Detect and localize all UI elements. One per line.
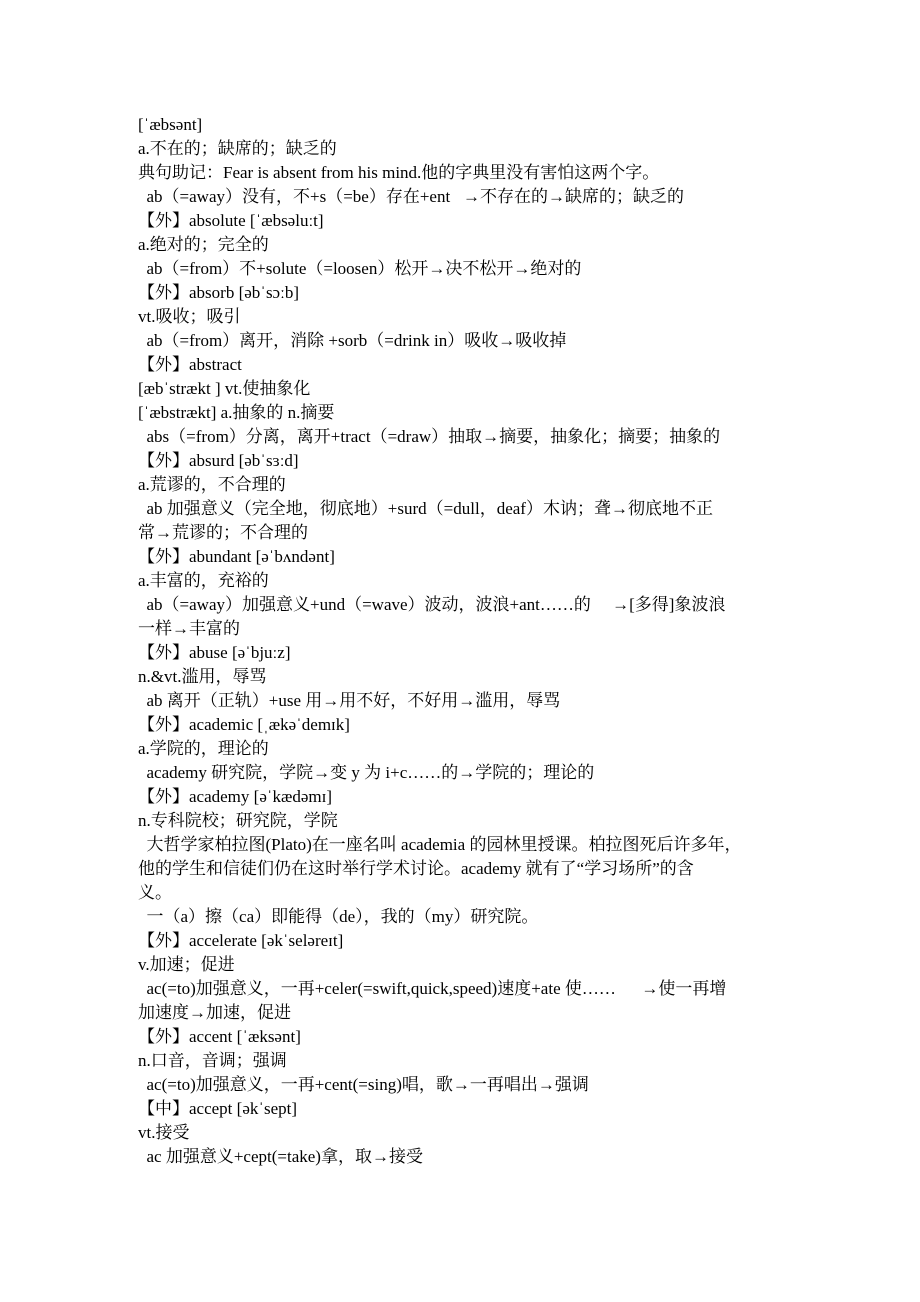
etymology-absorb: ab（=from）离开，消除 +sorb（=drink in）吸收→吸收掉 xyxy=(138,331,567,350)
definition-absurd: a.荒谬的，不合理的 xyxy=(138,475,286,494)
entry-headword-accept: 【中】accept [əkˈsept] xyxy=(138,1099,298,1118)
etymology-abundant: ab（=away）加强意义+und（=wave）波动，波浪+ant……的 →[多得]象波浪 xyxy=(138,595,726,614)
entry-headword-accent: 【外】accent [ˈæksənt] xyxy=(138,1027,301,1046)
etymology-accelerate-cont: 加速度→加速，促进 xyxy=(138,1003,291,1022)
mnemonic-academy: 一（a）擦（ca）即能得（de），我的（my）研究院。 xyxy=(138,907,539,926)
story-academy-end: 义。 xyxy=(138,883,172,902)
entry-headword-absolute: 【外】absolute [ˈæbsəluːt] xyxy=(138,211,324,230)
document-page xyxy=(138,113,788,1169)
definition-abuse: n.&vt.滥用，辱骂 xyxy=(138,667,267,686)
story-academy-cont: 他的学生和信徒们仍在这时举行学术讨论。academy 就有了“学习场所”的含 xyxy=(138,859,694,878)
etymology-accent: ac(=to)加强意义，一再+cent(=sing)唱，歌→一再唱出→强调 xyxy=(138,1075,589,1094)
etymology-absurd-cont: 常→荒谬的；不合理的 xyxy=(138,523,308,542)
entry-headword-abuse: 【外】abuse [əˈbjuːz] xyxy=(138,643,291,662)
entry-headword-accelerate: 【外】accelerate [əkˈseləreɪt] xyxy=(138,931,344,950)
definition-academic: a.学院的，理论的 xyxy=(138,739,269,758)
entry-headword-abundant: 【外】abundant [əˈbʌndənt] xyxy=(138,547,335,566)
etymology-abstract: abs（=from）分离，离开+tract（=draw）抽取→摘要，抽象化；摘要；抽象的 xyxy=(138,427,721,446)
etymology-accept: ac 加强意义+cept(=take)拿，取→接受 xyxy=(138,1147,423,1166)
entry-headword-absurd: 【外】absurd [əbˈsɜːd] xyxy=(138,451,299,470)
definition-abstract-verb: [æbˈstrækt ] vt.使抽象化 xyxy=(138,379,311,398)
etymology-abuse: ab 离开（正轨）+use 用→用不好，不好用→滥用，辱骂 xyxy=(138,691,561,710)
entry-headword-absorb: 【外】absorb [əbˈsɔːb] xyxy=(138,283,299,302)
etymology-accelerate: ac(=to)加强意义，一再+celer(=swift,quick,speed)速度+ate 使…… →使一再增 xyxy=(138,979,727,998)
etymology-absolute: ab（=from）不+solute（=loosen）松开→决不松开→绝对的 xyxy=(138,259,582,278)
definition-academy: n.专科院校；研究院，学院 xyxy=(138,811,338,830)
definition-absolute: a.绝对的；完全的 xyxy=(138,235,269,254)
etymology-abundant-cont: 一样→丰富的 xyxy=(138,619,240,638)
story-academy: 大哲学家柏拉图(Plato)在一座名叫 academia 的园林里授课。柏拉图死后许多年， xyxy=(138,835,742,854)
definition-accelerate: v.加速；促进 xyxy=(138,955,235,974)
etymology-absurd: ab 加强意义（完全地，彻底地）+surd（=dull，deaf）木讷；聋→彻底地不正 xyxy=(138,499,713,518)
entry-headword-academy: 【外】academy [əˈkædəmɪ] xyxy=(138,787,333,806)
etymology-absent: ab（=away）没有，不+s（=be）存在+ent →不存在的→缺席的；缺乏的 xyxy=(138,187,684,206)
definition-accent: n.口音，音调；强调 xyxy=(138,1051,287,1070)
entry-headword-academic: 【外】academic [ˌækəˈdemɪk] xyxy=(138,715,350,734)
definition-absent: a.不在的；缺席的；缺乏的 xyxy=(138,139,337,158)
example-sentence-absent: 典句助记：Fear is absent from his mind.他的字典里没有害怕这两个字。 xyxy=(138,163,660,182)
etymology-academic: academy 研究院，学院→变 y 为 i+c……的→学院的；理论的 xyxy=(138,763,595,782)
definition-abstract-adj: [ˈæbstrækt] a.抽象的 n.摘要 xyxy=(138,403,335,422)
definition-absorb: vt.吸收；吸引 xyxy=(138,307,241,326)
definition-accept: vt.接受 xyxy=(138,1123,190,1142)
phonetic-absent: [ˈæbsənt] xyxy=(138,115,203,134)
definition-abundant: a.丰富的，充裕的 xyxy=(138,571,269,590)
entry-headword-abstract: 【外】abstract xyxy=(138,355,242,374)
